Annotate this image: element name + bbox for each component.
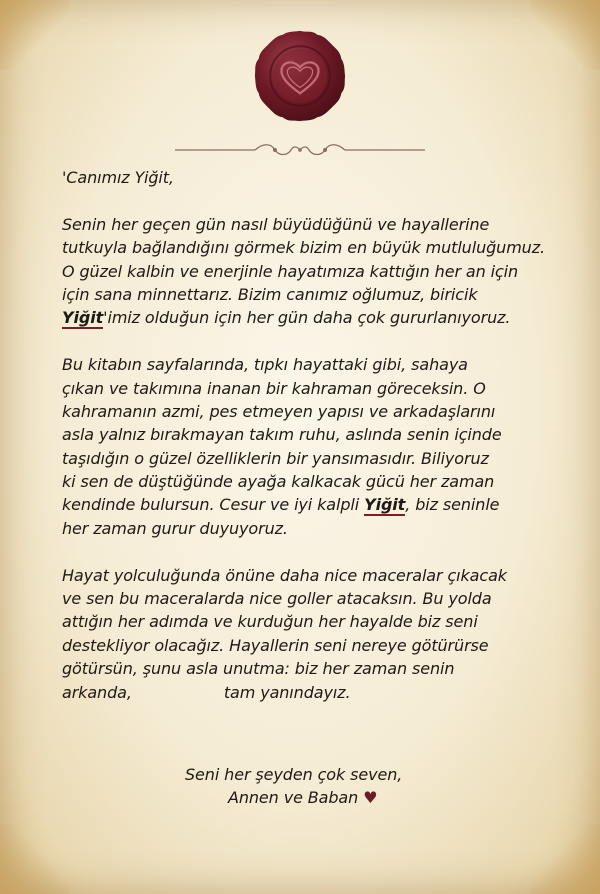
paragraph-line: O güzel kalbin ve enerjinle hayatımıza kattığın her an için xyxy=(62,261,519,281)
signature-block xyxy=(62,763,552,810)
ornamental-divider-icon xyxy=(175,140,425,160)
paragraph-line: taşıdığın o güzel özelliklerin bir yansımasıdır. Biliyoruz xyxy=(62,448,489,468)
paragraph-1 xyxy=(62,213,552,330)
paragraph-3 xyxy=(62,564,552,704)
paragraph-text: , biz seninle xyxy=(405,495,500,515)
paragraph-line: destekliyor olacağız. Hayallerin seni nereye götürürse xyxy=(62,635,489,655)
paragraph-2 xyxy=(62,353,552,540)
paragraph-text: tam yanındayız. xyxy=(223,682,351,702)
paragraph-line: tutkuyla bağlandığını görmek bizim en büyük mutluluğumuz. xyxy=(62,238,546,258)
heart-icon: ♥ xyxy=(363,788,378,808)
paragraph-line: her zaman gurur duyuyoruz. xyxy=(62,518,288,538)
signature-text: Annen ve Baban xyxy=(228,788,359,808)
paragraph-line: asla yalnız bırakmayan takım ruhu, aslında senin içinde xyxy=(62,425,502,445)
greeting: 'Canımız Yiğit, xyxy=(62,168,174,187)
paragraph-line xyxy=(62,493,552,516)
paper-corner xyxy=(0,0,70,70)
closing-line: Seni her şeyden çok seven, xyxy=(185,765,403,784)
paper-corner xyxy=(0,824,70,894)
paragraph-text: kendinde bulursun. Cesur ve iyi kalpli xyxy=(62,495,365,515)
paragraph-line: ki sen de düştüğünde ayağa kalkacak gücü her zaman xyxy=(62,472,495,492)
wax-seal-heart-icon xyxy=(252,28,348,124)
child-name: Yiğit xyxy=(62,308,104,328)
paragraph-line: için sana minnettarız. Bizim canımız oğlumuz, biricik xyxy=(62,284,478,304)
paragraph-line: Bu kitabın sayfalarında, tıpkı hayattaki gibi, sahaya xyxy=(62,355,468,375)
paper-corner xyxy=(530,824,600,894)
paragraph-line: Senin her geçen gün nasıl büyüdüğünü ve hayallerine xyxy=(62,214,490,234)
signature-line xyxy=(62,786,552,809)
paragraph-line: ve sen bu maceralarda nice goller atacaksın. Bu yolda xyxy=(62,589,492,609)
paragraph-line xyxy=(62,306,552,329)
paragraph-line: kahramanın azmi, pes etmeyen yapısı ve arkadaşlarını xyxy=(62,401,496,421)
paragraph-line: Hayat yolculuğunda önüne daha nice maceralar çıkacak xyxy=(62,565,507,585)
paragraph-text: 'imiz olduğun için her gün daha çok gururlanıyoruz. xyxy=(103,308,511,328)
paragraph-text: arkanda, xyxy=(62,682,132,702)
paragraph-line: çıkan ve takımına inanan bir kahraman göreceksin. O xyxy=(62,378,486,398)
paragraph-line: attığın her adımda ve kurduğun her hayalde biz seni xyxy=(62,612,478,632)
paragraph-line xyxy=(62,681,552,704)
child-name: Yiğit xyxy=(364,495,406,515)
paragraph-line: götürsün, şunu asla unutma: biz her zaman senin xyxy=(62,659,455,679)
letter-body xyxy=(62,166,552,808)
paper-corner xyxy=(530,0,600,70)
